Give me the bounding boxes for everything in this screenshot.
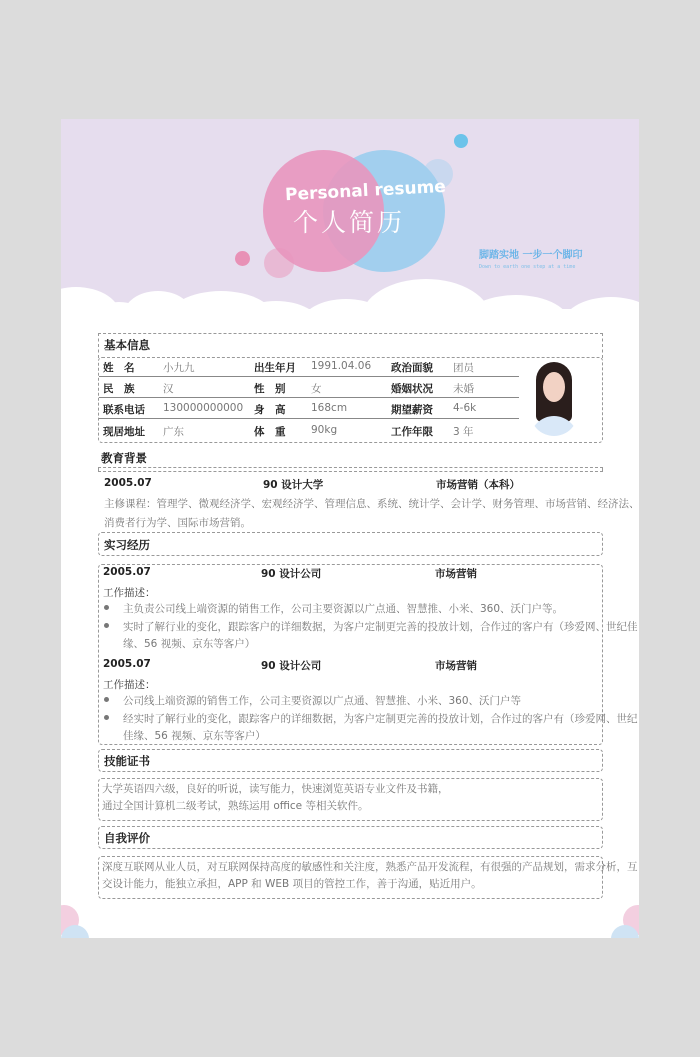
self-line: 交设计能力，能独立承担，APP 和 WEB 项目的管控工作，善于沟通，贴近用户。 bbox=[102, 878, 482, 890]
field-value: 广东 bbox=[163, 426, 184, 438]
slogan-en: Down to earth one step at a time bbox=[479, 264, 576, 270]
title-en: Personal resume bbox=[284, 176, 447, 206]
field-value: 女 bbox=[311, 383, 322, 395]
desc-item: 主负责公司线上端资源的销售工作，公司主要资源以广点通、智慧推、小米、360、沃门户等。 bbox=[123, 603, 564, 615]
bullet-icon bbox=[104, 715, 109, 720]
section-title: 技能证书 bbox=[104, 754, 150, 768]
field-label: 出生年月 bbox=[254, 362, 296, 374]
field-value: 130000000000 bbox=[163, 402, 244, 414]
basic-info-header bbox=[98, 333, 603, 358]
slogan: 脚踏实地 一步一个脚印 bbox=[479, 250, 583, 261]
edu-courses: 消费者行为学、国际市场营销。 bbox=[104, 517, 251, 529]
field-value: 90kg bbox=[311, 424, 338, 436]
desc-label: 工作描述： bbox=[103, 679, 156, 691]
field-label: 身 高 bbox=[254, 404, 286, 416]
decor-dot bbox=[454, 134, 468, 148]
edu-date: 2005.07 bbox=[104, 477, 152, 489]
field-label: 现居地址 bbox=[103, 426, 145, 438]
bullet-icon bbox=[104, 605, 109, 610]
intern-date: 2005.07 bbox=[103, 566, 151, 578]
self-header bbox=[98, 826, 603, 849]
desc-item: 公司线上端资源的销售工作，公司主要资源以广点通、智慧推、小米、360、沃门户等 bbox=[123, 695, 522, 707]
field-value: 团员 bbox=[453, 362, 474, 374]
field-value: 1991.04.06 bbox=[311, 360, 372, 372]
field-label: 期望薪资 bbox=[391, 404, 433, 416]
header-banner bbox=[61, 119, 639, 309]
decor-dot bbox=[235, 251, 250, 266]
section-title: 自我评价 bbox=[104, 831, 150, 845]
desc-item: 缘、56 视频、京东等客户） bbox=[123, 638, 256, 650]
desc-item: 实时了解行业的变化，跟踪客户的详细数据，为客户定制更完善的投放计划，合作过的客户有（珍爱网、世纪佳 bbox=[123, 621, 638, 633]
edu-major: 市场营销（本科） bbox=[436, 479, 520, 491]
edu-school: 90 设计大学 bbox=[263, 479, 324, 491]
field-value: 小九九 bbox=[163, 362, 195, 374]
avatar bbox=[530, 362, 578, 436]
field-value: 4-6k bbox=[453, 402, 477, 414]
field-label: 政治面貌 bbox=[391, 362, 433, 374]
section-title: 教育背景 bbox=[101, 451, 147, 465]
field-label: 婚姻状况 bbox=[391, 383, 433, 395]
skills-line: 通过全国计算机二级考试，熟练运用 office 等相关软件。 bbox=[102, 800, 369, 812]
section-title: 基本信息 bbox=[104, 338, 150, 352]
intern-company: 90 设计公司 bbox=[261, 568, 322, 580]
intern-role: 市场营销 bbox=[435, 660, 477, 672]
desc-item: 经实时了解行业的变化，跟踪客户的详细数据，为客户定制更完善的投放计划，合作过的客户有（珍爱网、世纪 bbox=[123, 713, 638, 725]
field-label: 姓 名 bbox=[103, 362, 135, 374]
divider bbox=[98, 467, 603, 472]
desc-item: 佳缘、56 视频、京东等客户） bbox=[123, 730, 266, 742]
field-value: 汉 bbox=[163, 383, 174, 395]
field-value: 未婚 bbox=[453, 383, 474, 395]
field-value: 3 年 bbox=[453, 426, 474, 438]
field-label: 性 别 bbox=[254, 383, 286, 395]
field-label: 体 重 bbox=[254, 426, 286, 438]
bullet-icon bbox=[104, 697, 109, 702]
intern-company: 90 设计公司 bbox=[261, 660, 322, 672]
skills-header bbox=[98, 749, 603, 772]
field-value: 168cm bbox=[311, 402, 348, 414]
field-label: 民 族 bbox=[103, 383, 135, 395]
field-label: 工作年限 bbox=[391, 426, 433, 438]
resume-page bbox=[61, 119, 639, 938]
intern-date: 2005.07 bbox=[103, 658, 151, 670]
intern-role: 市场营销 bbox=[435, 568, 477, 580]
skills-line: 大学英语四六级，良好的听说，读写能力，快速浏览英语专业文件及书籍， bbox=[102, 783, 449, 795]
bullet-icon bbox=[104, 623, 109, 628]
field-label: 联系电话 bbox=[103, 404, 145, 416]
title-cn: 个人简历 bbox=[293, 208, 406, 237]
section-title: 实习经历 bbox=[104, 538, 150, 552]
desc-label: 工作描述： bbox=[103, 587, 156, 599]
internship-header bbox=[98, 532, 603, 556]
self-line: 深度互联网从业人员，对互联网保持高度的敏感性和关注度，熟悉产品开发流程，有很强的产品规划，需求分析，互 bbox=[102, 861, 638, 873]
edu-courses: 主修课程：管理学、微观经济学、宏观经济学、管理信息、系统、统计学、会计学、财务管理、市场营销、经济法、 bbox=[104, 498, 639, 510]
